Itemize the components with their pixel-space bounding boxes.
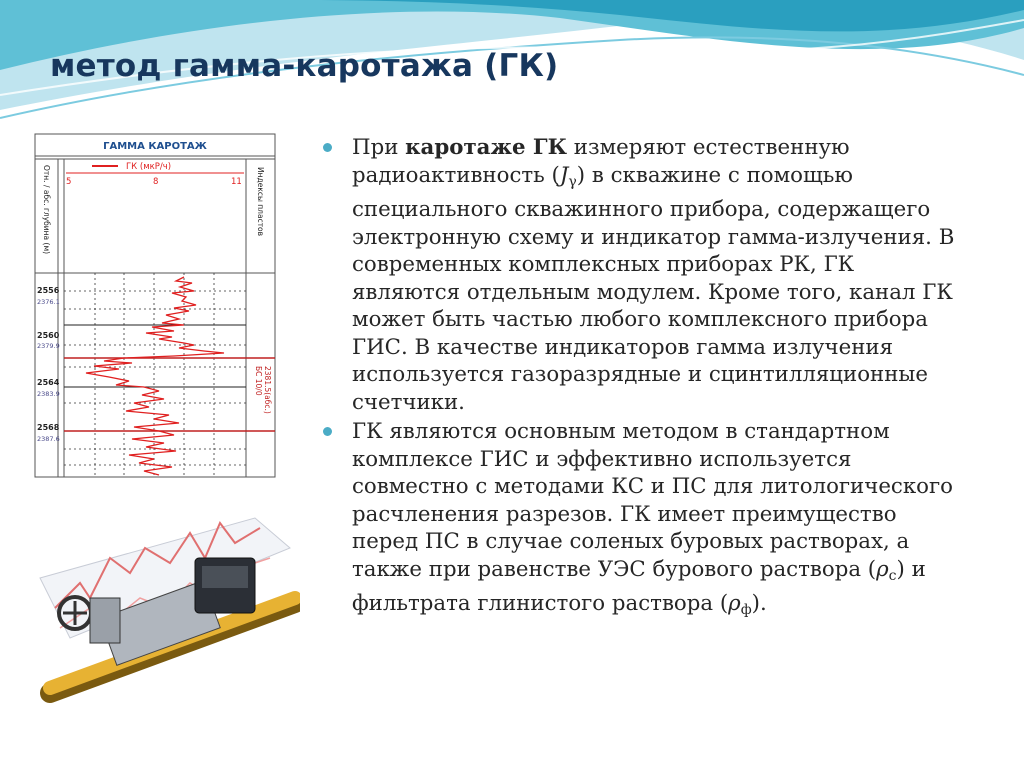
text-span: измеряют естественную радиоактивность ( — [352, 135, 850, 188]
formation-abs-depth: 2381.5(абс.) — [263, 366, 272, 414]
term-highlight: каротаже ГК — [405, 135, 567, 160]
symbol-rho: ρ — [876, 556, 889, 582]
abs-depth-2376: 2376.1 — [37, 298, 60, 306]
symbol-j: J — [559, 162, 569, 188]
text-span: ГК являются основным методом в стандартном комплексе ГИС и эффективно используется совместно с методами КС и ПС для литологического расчленения разрезов. ГК имеет преимущество перед ПС в случае соленых буровых растворах, а также при равенстве УЭС бурового раствора ( — [352, 419, 953, 582]
text-span: ) в скважине с помощью специального скважинного прибора, содержащего электронную схему и индикатор гамма-излучения. В современных комплексных приборах РК, ГК являются отдельным модулем. Кроме того, канал ГК может быть частью любого комплексного прибора ГИС. В качестве индикаторов гамма излучения используется газоразрядные и сцинтилляционные счетчики. — [352, 162, 955, 415]
index-axis-label: Индексы пластов — [256, 167, 265, 237]
depth-2556: 2556 — [37, 286, 60, 295]
formation-label: БС 10/0 — [254, 366, 263, 396]
depth-axis-label: Отн. / абс. глубина (м) — [42, 165, 51, 255]
text-span: ) и фильтрата глинистого раствора ( — [352, 556, 926, 616]
slide-body — [322, 134, 962, 627]
text-span: При — [352, 135, 406, 160]
depth-2568: 2568 — [37, 423, 60, 432]
log-header: ГАММА КАРОТАЖ — [103, 141, 207, 152]
symbol-rho: ρ — [728, 591, 741, 616]
logging-unit-illustration — [30, 488, 300, 723]
bullet-dot — [323, 427, 332, 436]
depth-2564: 2564 — [37, 378, 60, 387]
abs-depth-2383: 2383.9 — [37, 390, 60, 398]
text-span: ). — [751, 591, 767, 616]
scale-mid: 8 — [153, 177, 159, 187]
slide-title: метод гамма-каротажа (ГК) — [50, 48, 559, 84]
curve-label: ГК (мкР/ч) — [126, 162, 172, 172]
subscript-c: c — [888, 567, 897, 584]
bullet-item-2 — [322, 418, 962, 625]
bullet-item-1 — [322, 134, 962, 416]
scale-max: 11 — [231, 177, 242, 187]
symbol-gamma-subscript: γ — [568, 173, 577, 190]
abs-depth-2387: 2387.6 — [37, 435, 60, 443]
depth-2560: 2560 — [37, 331, 60, 340]
gamma-log-figure — [34, 133, 276, 478]
abs-depth-2379: 2379.9 — [37, 342, 60, 350]
bullet-dot — [323, 143, 332, 152]
subscript-f: ф — [740, 602, 752, 618]
scale-min: 5 — [66, 177, 72, 187]
